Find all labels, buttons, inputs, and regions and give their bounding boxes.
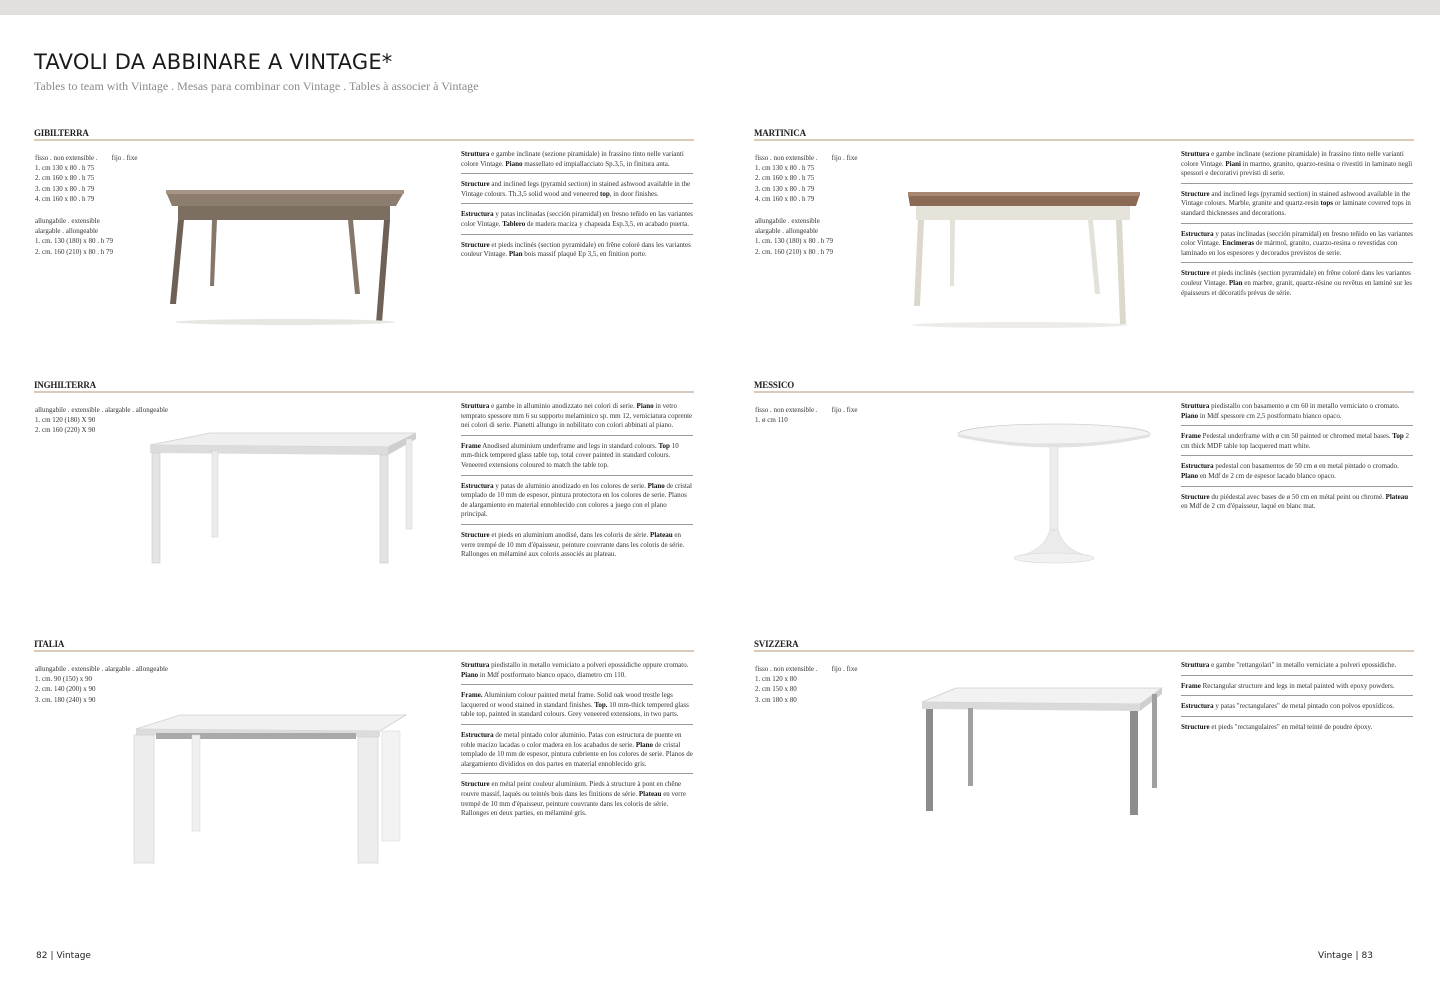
description-paragraph <box>1181 268 1413 302</box>
description-key: Structure <box>1181 492 1210 501</box>
description-column <box>1181 149 1413 307</box>
description-key: Structure <box>461 530 490 539</box>
table-section <box>754 380 1434 620</box>
description-key: Frame <box>1181 432 1201 441</box>
description-text: de madera maciza y chapeada Esp.3,5, en acabado puerta. <box>525 219 690 228</box>
description-key: Plan <box>508 250 523 259</box>
description-key: Piano <box>505 159 523 168</box>
description-key: Structure <box>1181 722 1210 731</box>
description-key: Plateau <box>650 530 673 539</box>
description-key: Piano <box>636 402 654 410</box>
description-column <box>1181 660 1413 741</box>
spec-heading <box>755 664 955 674</box>
description-key: Structure <box>461 240 490 249</box>
description-text: or laminate covered tops in standard thicknesses and decorations. <box>1181 199 1411 217</box>
table-section <box>754 639 1434 879</box>
description-paragraph <box>461 481 693 525</box>
page-title: TAVOLI DA ABBINARE A VINTAGE* <box>34 50 393 74</box>
description-text: piedistallo in metallo verniciato a polveri epossidiche oppure cromato. <box>489 661 689 669</box>
description-paragraph <box>1181 681 1413 697</box>
page-subtitle: Tables to team with Vintage . Mesas para combinar con Vintage . Tables à associer à Vintage <box>34 79 479 93</box>
description-text: de metal pintado color aluminio. Patas con estructura de puente en roble macizo lacadas o color madera en los acabados de serie. <box>461 730 682 749</box>
description-text: de cristal templado de 10 mm de espesor, pintura protectora en los colores de serie. Planos de alargamiento en material ennoblecido con colores a juego con el plano principal. <box>461 481 692 519</box>
size-option: 3. cm. 180 (240) x 90 <box>35 695 96 704</box>
size-option: 1. cm 120 x 80 <box>755 675 797 684</box>
description-text: de mármol, granito, cuarzo-resina o revestidas con laminado en los espesores y decorados previstos de serie. <box>1181 239 1398 257</box>
description-text: y patas inclinadas (sección piramidal) en fresno teñido en las variantes color Vintage. <box>461 210 693 228</box>
description-key: Struttura <box>461 150 490 158</box>
table-illustration <box>130 709 410 869</box>
spec-type: allungabile . extensible . alargable . allongeable <box>35 406 169 414</box>
description-text: Rectangular structure and legs in metal painted with epoxy powders. <box>1200 681 1395 690</box>
description-text: in Mdf postformato bianco opaco, diametro cm 110. <box>478 670 626 679</box>
description-key: Estructura <box>461 481 494 490</box>
description-text: en métal peint couleur aluminium. Pieds à structure à pont en chêne rouvre massif, laqués ou teintés bois dans les finitions de série. <box>461 780 682 798</box>
description-key: Piani <box>1225 159 1241 168</box>
size-specs <box>755 405 955 425</box>
description-key: Plateau <box>638 789 662 798</box>
size-option: alargable . allongeable <box>755 227 819 236</box>
spec-type-translation: fijo . fixe <box>831 665 858 673</box>
description-text: en Mdf de 2 cm d'épaisseur, laqué en blanc mat. <box>1181 502 1316 511</box>
description-key: Plateau <box>1385 492 1409 501</box>
description-paragraph <box>461 240 693 264</box>
size-option: 1. cm. 130 (180) x 80 . h 79 <box>755 237 833 246</box>
description-key: Struttura <box>1181 402 1210 410</box>
spec-heading <box>755 405 955 415</box>
section-title: MARTINICA <box>754 128 806 138</box>
table-image <box>140 425 420 565</box>
description-paragraph <box>1181 229 1413 264</box>
table-image <box>160 186 420 326</box>
description-paragraph <box>461 441 693 476</box>
description-key: Top. <box>594 700 608 709</box>
description-key: Plan <box>1228 278 1243 287</box>
description-key: Piano <box>461 670 479 679</box>
description-text: y patas "rectangulares" de metal pintado con polvos epoxídicos. <box>1213 702 1395 711</box>
spec-type-translation: fijo . fixe <box>831 154 858 162</box>
section-title: SVIZZERA <box>754 639 799 649</box>
description-key: Struttura <box>461 402 490 410</box>
table-section <box>754 128 1434 368</box>
description-text: bois massif plaqué Ep 3,5, en finition porte. <box>522 250 647 259</box>
description-text: du piédestal avec bases de ø 50 cm en métal peint ou chromé. <box>1209 492 1386 501</box>
section-divider <box>754 650 1414 652</box>
footer-label: Vintage <box>56 951 91 961</box>
description-paragraph <box>461 149 693 174</box>
description-text: massellato ed impiallacciato Sp.3,5, in finitura anta. <box>522 159 670 168</box>
section-divider <box>34 139 694 141</box>
size-option: 3. cm 130 x 80 . h 79 <box>35 184 95 193</box>
size-option: 1. ø cm 110 <box>755 416 788 425</box>
description-key: Struttura <box>1181 661 1210 669</box>
description-key: Top <box>658 441 670 450</box>
description-text: and inclined legs (pyramid section) in stained ashwood available in the Vintage colours. Th.3,5 solid wood and veneered <box>461 180 691 198</box>
description-column <box>461 149 693 269</box>
section-title: ITALIA <box>34 639 65 649</box>
description-key: Tablero <box>502 219 526 228</box>
description-key: top <box>600 189 610 198</box>
description-text: et pieds inclinés (section pyramidale) en frêne coloré dans les variantes couleur Vintage. <box>1181 269 1411 287</box>
section-divider <box>754 391 1414 393</box>
size-option: 2. cm 160 x 80 . h 75 <box>755 174 815 183</box>
size-option: 1. cm. 130 (180) x 80 . h 79 <box>35 237 113 246</box>
description-paragraph <box>1181 492 1413 516</box>
spec-heading <box>755 153 955 163</box>
description-key: Encimeras <box>1222 239 1255 248</box>
table-section <box>34 639 714 879</box>
table-section <box>34 380 714 620</box>
size-option: 2. cm 160 x 80 . h 75 <box>35 174 95 183</box>
description-column <box>461 401 693 569</box>
description-key: Piano <box>1181 411 1199 420</box>
description-text: y patas inclinadas (sección piramidal) en fresno teñido en las variantes color Vintage. <box>1181 229 1413 248</box>
table-image <box>904 188 1144 328</box>
description-paragraph <box>1181 701 1413 717</box>
description-text: y patas de aluminio anodizado en los colores de serie. <box>493 481 648 490</box>
size-option: 2. cm. 160 (210) x 80 . h 79 <box>755 247 833 256</box>
description-key: Plano <box>635 740 654 749</box>
description-key: Struttura <box>1181 150 1210 158</box>
spec-type: fisso . non extensible . <box>755 406 818 414</box>
footer-separator: | <box>1355 951 1359 961</box>
description-text: de cristal templado de 10 mm de espesor, pintura cubriente en los colores de serie. Planos de alargamiento divididos en dos partes en material ennoblecido gris. <box>461 740 693 768</box>
description-paragraph <box>461 179 693 204</box>
description-text: et pieds "rectangulaires" en métal teinté de poudre époxy. <box>1209 722 1373 731</box>
spec-type: allungabile . extensible <box>755 217 820 226</box>
description-text: and inclined legs (pyramid section) in stained ashwood available in the Vintage colours. Marble, granite and quartz-resin <box>1181 189 1411 208</box>
footer-right <box>1318 951 1373 961</box>
table-illustration <box>160 186 420 326</box>
description-key: Estructura <box>1181 462 1214 471</box>
description-key: Top <box>1392 432 1404 441</box>
table-illustration <box>916 684 1166 824</box>
section-title: MESSICO <box>754 380 795 390</box>
section-title: INGHILTERRA <box>34 380 96 390</box>
description-paragraph <box>1181 149 1413 184</box>
table-section <box>34 128 714 368</box>
spec-type: fisso . non extensible . <box>35 154 98 162</box>
description-key: Plano <box>1181 471 1199 480</box>
description-paragraph <box>461 779 693 822</box>
table-illustration <box>934 420 1174 580</box>
size-option: 4. cm 160 x 80 . h 79 <box>35 194 95 203</box>
size-option: 2. cm 160 (220) X 90 <box>35 426 96 435</box>
description-key: Structure <box>1181 269 1210 278</box>
description-text: en verre trempé de 10 mm d'épaisseur, peinture couvrante dans les coloris de série. Rallonges en mélaminé aux coloris associés au plateau. <box>461 530 685 559</box>
description-text: Pedestal underframe with ø cm 50 painted or chromed metal bases. <box>1200 432 1393 441</box>
top-bar <box>0 0 1440 15</box>
description-paragraph <box>461 690 693 725</box>
section-title: GIBILTERRA <box>34 128 89 138</box>
table-image <box>934 420 1174 580</box>
spec-type-translation: fijo . fixe <box>831 406 858 414</box>
description-key: Frame <box>1181 681 1201 690</box>
description-key: Structure <box>461 780 490 789</box>
description-paragraph <box>461 209 693 234</box>
description-key: Frame <box>461 441 481 450</box>
spec-heading <box>35 405 235 415</box>
description-paragraph <box>461 730 693 774</box>
description-key: Estructura <box>1181 702 1214 711</box>
size-option: 3. cm 180 x 80 <box>755 695 797 704</box>
spec-heading <box>35 664 235 674</box>
spec-heading <box>35 153 235 163</box>
description-key: Plano <box>647 481 665 490</box>
description-paragraph <box>461 401 693 436</box>
description-paragraph <box>1181 189 1413 224</box>
description-key: tops <box>1320 199 1333 208</box>
table-illustration <box>904 188 1144 328</box>
table-image <box>916 684 1166 824</box>
description-text: en Mdf de 2 cm de espesor lacado blanco opaco. <box>1198 471 1336 480</box>
description-paragraph <box>1181 660 1413 676</box>
description-key: Struttura <box>461 661 490 669</box>
description-column <box>1181 401 1413 521</box>
spec-type: fisso . non extensible . <box>755 665 818 673</box>
footer-left <box>36 951 91 961</box>
size-option: 1. cm 130 x 80 . h 75 <box>35 164 95 173</box>
description-key: Frame. <box>461 691 483 700</box>
description-text: piedistallo con basamento ø cm 60 in metallo verniciato o cromato. <box>1209 402 1400 410</box>
description-text: 2 cm thick MDF table top lacquered matt white. <box>1181 432 1409 450</box>
description-key: Estructura <box>1181 229 1214 238</box>
description-text: et pieds inclinés (section pyramidale) en frêne coloré dans les variantes couleur Vintage. <box>461 240 691 259</box>
spec-type-translation: fijo . fixe <box>111 154 138 162</box>
description-text: 10 mm-thick tempered glass table top, painted in standard colours. Grey veneered extensions, in two parts. <box>461 700 689 719</box>
spec-type: allungabile . extensible . alargable . allongeable <box>35 665 169 673</box>
description-text: 10 mm-thick tempered glass table top, total cover painted in standard colours. Veneered extensions coloured to match the table top. <box>461 441 679 469</box>
description-text: e gambe "rettangolari" in metallo verniciate a polveri epossidiche. <box>1209 661 1397 669</box>
description-paragraph <box>1181 431 1413 456</box>
description-text: e gambe inclinate (sezione piramidale) in frassino tinto nelle varianti colore Vintage. <box>1181 150 1404 168</box>
description-text: e gambe in alluminio anodizzato nei colori di serie. <box>489 402 637 410</box>
size-option: 1. cm. 90 (150) x 90 <box>35 675 92 684</box>
description-paragraph <box>1181 401 1413 426</box>
description-paragraph <box>1181 722 1413 737</box>
description-text: pedestal con basamentos de 50 cm ø en metal pintado o cromado. <box>1213 462 1399 471</box>
size-option: 1. cm 120 (180) X 90 <box>35 416 96 425</box>
spec-type: allungabile . extensible <box>35 217 100 226</box>
description-text: in marmo, granito, quarzo-resina o rivestiti in laminato negli spessori e decorativi previsti di serie. <box>1181 159 1413 178</box>
description-text: e gambe inclinate (sezione piramidale) in frassino tinto nelle varianti colore Vintage. <box>461 150 684 168</box>
table-illustration <box>140 425 420 565</box>
description-text: en verre trempé de 10 mm d'épaisseur, peinture couvrante dans les coloris de série. Rallonges en deux parties, en mélaminé gris. <box>461 789 686 818</box>
size-option: 4. cm 160 x 80 . h 79 <box>755 194 815 203</box>
description-text: Anodised aluminium underframe and legs in standard colours. <box>480 441 659 450</box>
description-paragraph <box>1181 461 1413 486</box>
size-option: alargable . allongeable <box>35 227 99 236</box>
description-text: et pieds en aluminium anodisé, dans les coloris de série. <box>489 530 651 539</box>
description-paragraph <box>461 660 693 685</box>
description-text: in Mdf spessore cm 2,5 postformato bianco opaco. <box>1198 411 1342 420</box>
footer-separator: | <box>50 951 54 961</box>
size-option: 2. cm. 160 (210) x 80 . h 79 <box>35 247 113 256</box>
description-text: in vetro temprato spessore mm 6 su supporto melaminico sp. mm 12, verniciatura coprente nei colori di serie. Pianetti allungo in nobilitato con colori abbinati al piano. <box>461 402 693 430</box>
description-key: Structure <box>461 180 490 189</box>
section-divider <box>754 139 1414 141</box>
description-text: en marbre, granit, quartz-résine ou revêtus en laminé sur les épaisseurs et décoratifs prévus de série. <box>1181 278 1412 297</box>
description-paragraph <box>461 530 693 564</box>
spec-type: fisso . non extensible . <box>755 154 818 162</box>
size-option: 2. cm 150 x 80 <box>755 685 797 694</box>
size-option: 1. cm 130 x 80 . h 75 <box>755 164 815 173</box>
size-specs <box>35 664 235 705</box>
page-number: 82 <box>36 951 48 961</box>
section-divider <box>34 650 694 652</box>
table-image <box>130 709 410 869</box>
size-option: 2. cm. 140 (200) x 90 <box>35 685 96 694</box>
description-text: , in door finishes. <box>609 189 659 198</box>
description-key: Estructura <box>461 210 494 219</box>
description-key: Structure <box>1181 189 1210 198</box>
description-key: Estructura <box>461 730 494 739</box>
description-column <box>461 660 693 828</box>
footer-label: Vintage <box>1318 951 1353 961</box>
size-option: 3. cm 130 x 80 . h 79 <box>755 184 815 193</box>
description-text: Aluminium colour painted metal frame. Solid oak wood trestle legs lacquered or wood stained in standard finishes. <box>461 691 673 709</box>
page-number: 83 <box>1361 951 1373 961</box>
section-divider <box>34 391 694 393</box>
